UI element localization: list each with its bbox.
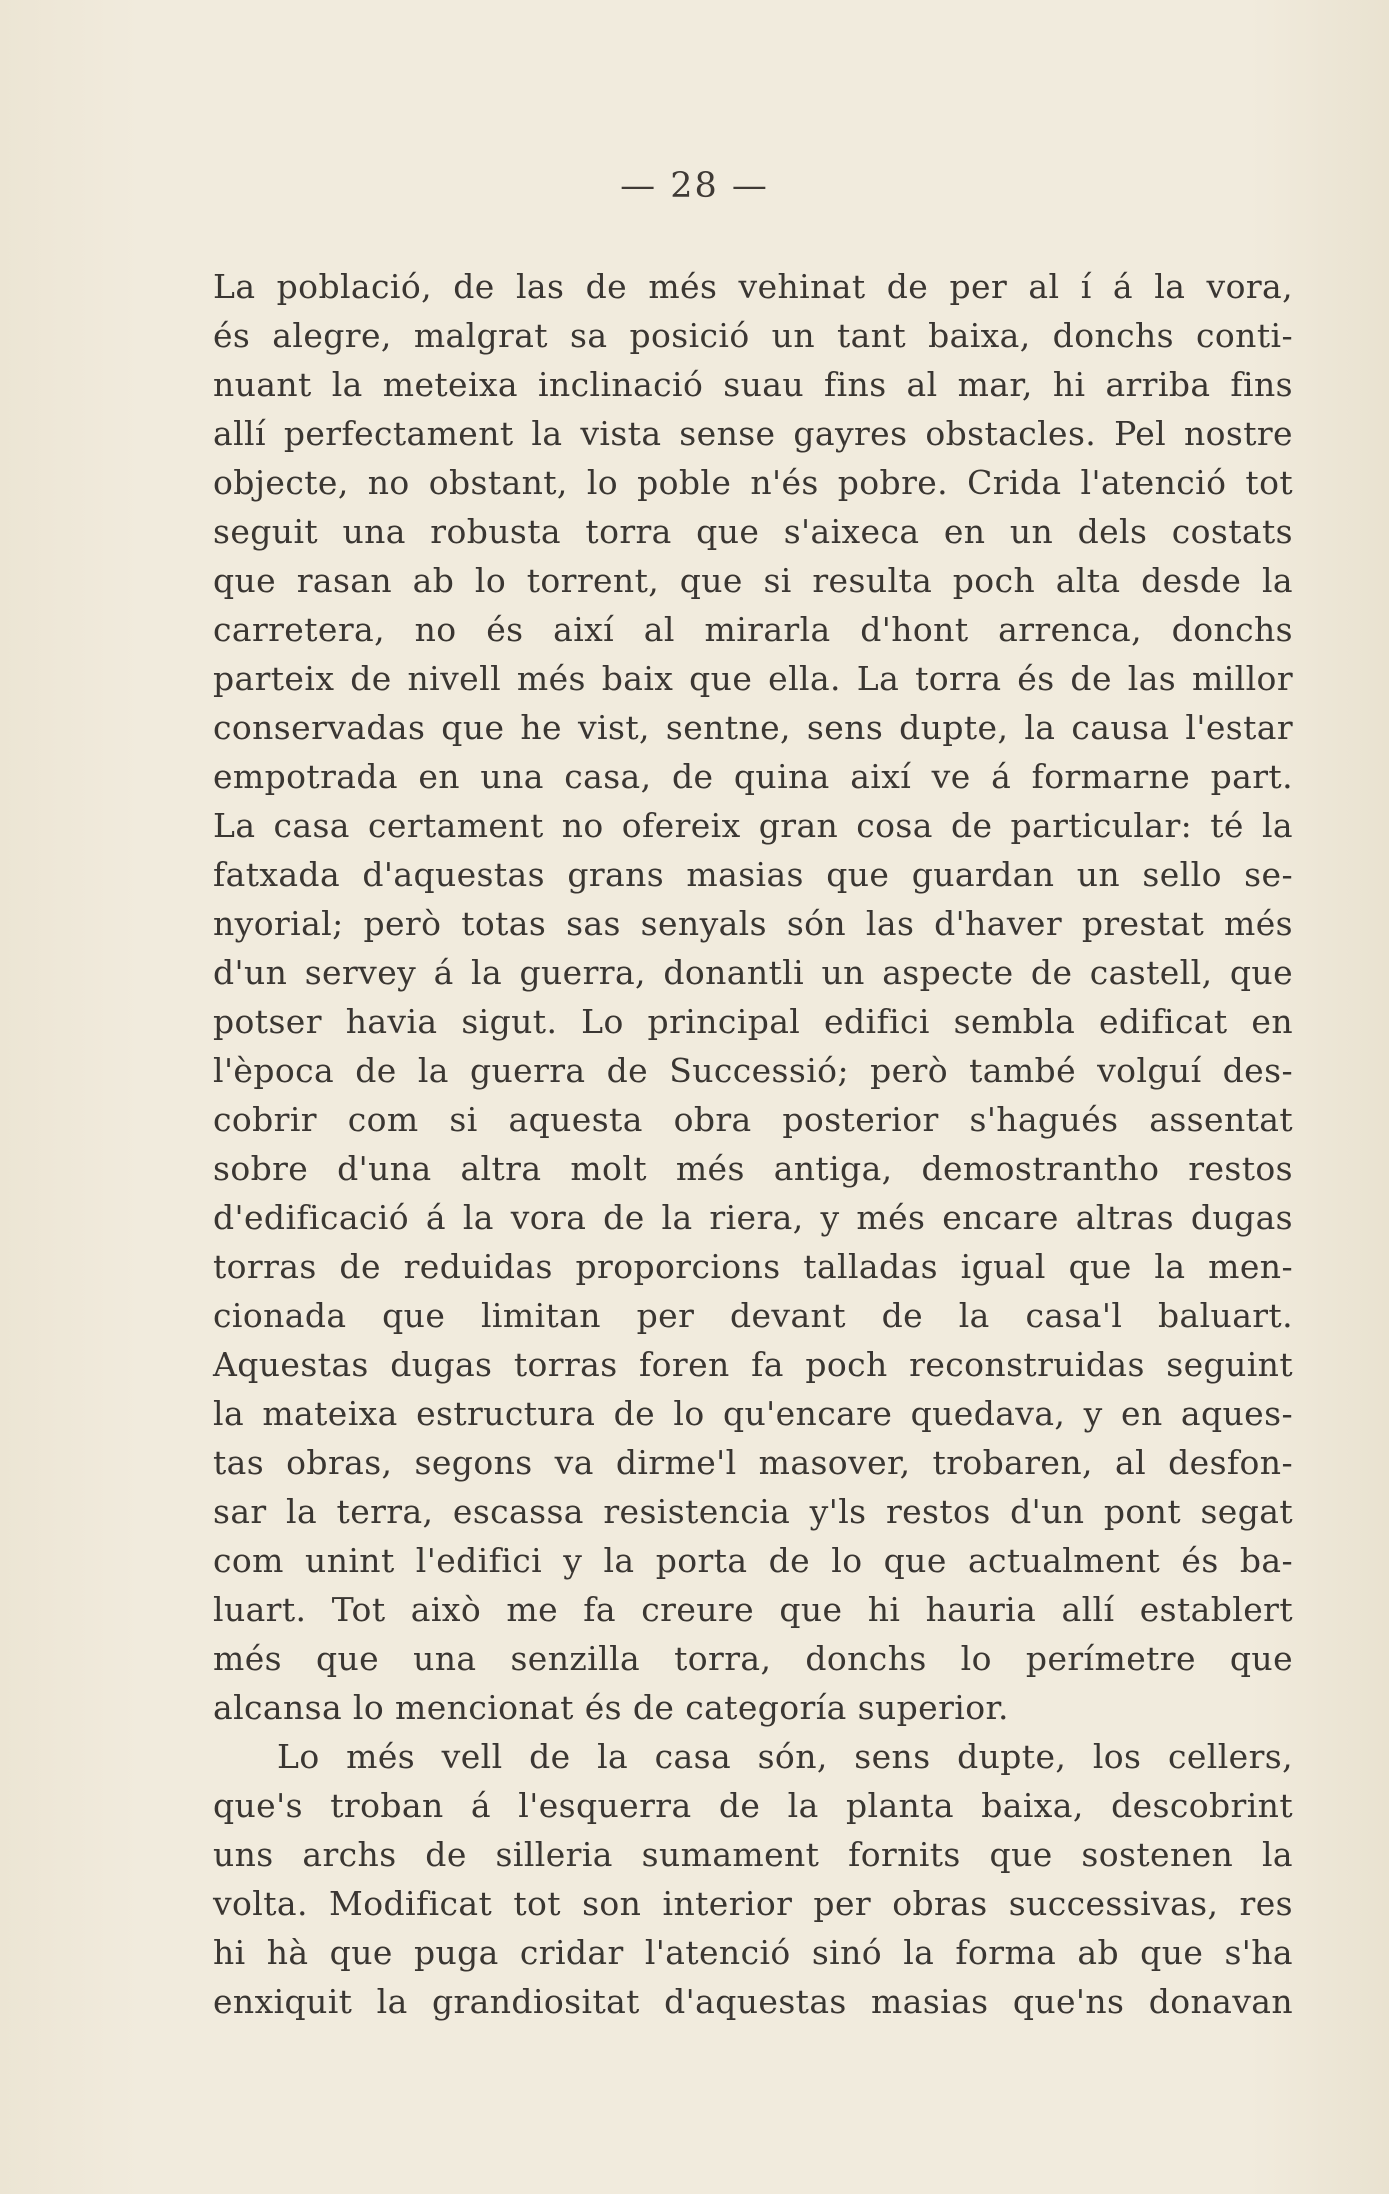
text-line: luart. Tot això me fa creure que hi hauria allí establert xyxy=(213,1590,1293,1629)
text-line: uns archs de silleria sumament fornits que sostenen la xyxy=(213,1835,1293,1874)
text-line: d'edificació á la vora de la riera, y més encare altras dugas xyxy=(213,1198,1293,1237)
text-line: és alegre, malgrat sa posició un tant baixa, donchs conti- xyxy=(213,316,1293,355)
text-line: parteix de nivell més baix que ella. La torra és de las millor xyxy=(213,659,1293,698)
text-line: torras de reduidas proporcions talladas igual que la men- xyxy=(213,1247,1293,1286)
text-line: La casa certament no ofereix gran cosa de particular: té la xyxy=(213,806,1293,845)
page-number: — 28 — xyxy=(620,166,769,206)
text-line: tas obras, segons va dirme'l masover, trobaren, al desfon- xyxy=(213,1443,1293,1482)
text-line: hi hà que puga cridar l'atenció sinó la forma ab que s'ha xyxy=(213,1933,1293,1972)
text-line: carretera, no és així al mirarla d'hont arrenca, donchs xyxy=(213,610,1293,649)
text-line: sar la terra, escassa resistencia y'ls restos d'un pont segat xyxy=(213,1492,1293,1531)
text-line: d'un servey á la guerra, donantli un aspecte de castell, que xyxy=(213,953,1293,992)
text-line: nyorial; però totas sas senyals són las d'haver prestat més xyxy=(213,904,1293,943)
text-line: conservadas que he vist, sentne, sens dupte, la causa l'estar xyxy=(213,708,1293,747)
text-line: Aquestas dugas torras foren fa poch reconstruidas seguint xyxy=(213,1345,1293,1384)
text-line: la mateixa estructura de lo qu'encare quedava, y en aques- xyxy=(213,1394,1293,1433)
text-line: La població, de las de més vehinat de per al í á la vora, xyxy=(213,267,1293,306)
text-line: volta. Modificat tot son interior per obras successivas, res xyxy=(213,1884,1293,1923)
text-line: potser havia sigut. Lo principal edifici sembla edificat en xyxy=(213,1002,1293,1041)
text-line: l'època de la guerra de Successió; però també volguí des- xyxy=(213,1051,1293,1090)
text-line-paragraph-start: Lo més vell de la casa són, sens dupte, los cellers, xyxy=(277,1737,1293,1776)
text-line: cobrir com si aquesta obra posterior s'hagués assentat xyxy=(213,1100,1293,1139)
text-line: objecte, no obstant, lo poble n'és pobre. Crida l'atenció tot xyxy=(213,463,1293,502)
text-line: seguit una robusta torra que s'aixeca en un dels costats xyxy=(213,512,1293,551)
text-line: que's troban á l'esquerra de la planta baixa, descobrint xyxy=(213,1786,1293,1825)
text-line-paragraph-end: alcansa lo mencionat és de categoría superior. xyxy=(213,1688,1009,1727)
text-line: enxiquit la grandiositat d'aquestas masias que'ns donavan xyxy=(213,1982,1293,2021)
text-line: cionada que limitan per devant de la casa'l baluart. xyxy=(213,1296,1293,1335)
text-line: nuant la meteixa inclinació suau fins al mar, hi arriba fins xyxy=(213,365,1293,404)
text-line: fatxada d'aquestas grans masias que guardan un sello se- xyxy=(213,855,1293,894)
body-text xyxy=(213,262,1293,2026)
text-line: com unint l'edifici y la porta de lo que actualment és ba- xyxy=(213,1541,1293,1580)
text-line: empotrada en una casa, de quina així ve á formarne part. xyxy=(213,757,1293,796)
text-line: allí perfectament la vista sense gayres obstacles. Pel nostre xyxy=(213,414,1293,453)
text-line: que rasan ab lo torrent, que si resulta poch alta desde la xyxy=(213,561,1293,600)
text-line: sobre d'una altra molt més antiga, demostrantho restos xyxy=(213,1149,1293,1188)
text-line: més que una senzilla torra, donchs lo perímetre que xyxy=(213,1639,1293,1678)
